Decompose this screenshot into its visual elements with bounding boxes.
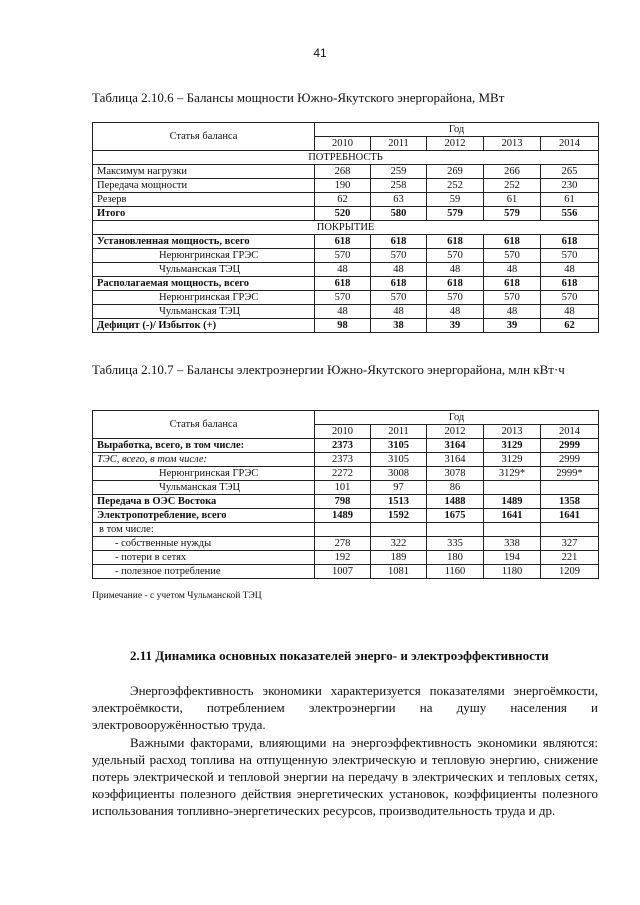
value-cell: 192	[315, 551, 371, 565]
value-cell	[484, 523, 541, 537]
value-cell: 618	[541, 277, 599, 291]
value-cell: 48	[371, 263, 427, 277]
value-cell: 86	[427, 481, 484, 495]
row-label: Выработка, всего, в том числе:	[93, 439, 315, 453]
header-year-cell: 2012	[427, 425, 484, 439]
table-row	[93, 179, 599, 193]
table-row	[93, 249, 599, 263]
table-row	[93, 495, 599, 509]
value-cell: 1641	[484, 509, 541, 523]
value-cell: 1081	[371, 565, 427, 579]
row-label: Передача в ОЭС Востока	[93, 495, 315, 509]
value-cell: 618	[315, 235, 371, 249]
value-cell: 2272	[315, 467, 371, 481]
value-cell: 579	[427, 207, 484, 221]
row-label: Чульманская ТЭЦ	[93, 481, 315, 495]
value-cell: 101	[315, 481, 371, 495]
table2-body	[93, 439, 599, 579]
row-label: - полезное потребление	[93, 565, 315, 579]
value-cell: 258	[371, 179, 427, 193]
header-year-cell: 2014	[541, 425, 599, 439]
page-number: 41	[313, 46, 327, 60]
header-year-cell: 2010	[315, 425, 371, 439]
value-cell	[315, 523, 371, 537]
table-row	[93, 523, 599, 537]
value-cell: 1489	[315, 509, 371, 523]
table-row	[93, 439, 599, 453]
table-row	[93, 277, 599, 291]
header-year-cell: 2012	[427, 137, 484, 151]
value-cell: 252	[427, 179, 484, 193]
section-label: ПОКРЫТИЕ	[93, 221, 599, 235]
energy-balance-table	[92, 410, 599, 579]
value-cell: 570	[315, 291, 371, 305]
value-cell: 259	[371, 165, 427, 179]
value-cell: 62	[541, 319, 599, 333]
value-cell: 2373	[315, 453, 371, 467]
table1-body	[93, 151, 599, 333]
value-cell: 3105	[371, 453, 427, 467]
value-cell: 1513	[371, 495, 427, 509]
value-cell: 48	[371, 305, 427, 319]
value-cell: 266	[484, 165, 541, 179]
table-row	[93, 551, 599, 565]
value-cell: 48	[427, 263, 484, 277]
value-cell: 322	[371, 537, 427, 551]
value-cell	[541, 523, 599, 537]
value-cell: 2373	[315, 439, 371, 453]
table-row	[93, 291, 599, 305]
table-row	[93, 221, 599, 235]
section-label: ПОТРЕБНОСТЬ	[93, 151, 599, 165]
table-row	[93, 453, 599, 467]
value-cell: 61	[541, 193, 599, 207]
value-cell: 2999	[541, 439, 599, 453]
value-cell: 3129*	[484, 467, 541, 481]
value-cell: 338	[484, 537, 541, 551]
value-cell: 798	[315, 495, 371, 509]
table1-caption: Таблица 2.10.6 – Балансы мощности Южно-Якутского энергорайона, МВт	[92, 90, 505, 105]
value-cell: 1488	[427, 495, 484, 509]
value-cell: 327	[541, 537, 599, 551]
value-cell: 618	[315, 277, 371, 291]
value-cell: 252	[484, 179, 541, 193]
value-cell: 265	[541, 165, 599, 179]
value-cell: 62	[315, 193, 371, 207]
value-cell: 97	[371, 481, 427, 495]
value-cell: 38	[371, 319, 427, 333]
table-row	[93, 537, 599, 551]
value-cell: 618	[541, 235, 599, 249]
header-year-cell: 2011	[371, 425, 427, 439]
value-cell: 221	[541, 551, 599, 565]
row-label: Установленная мощность, всего	[93, 235, 315, 249]
value-cell: 580	[371, 207, 427, 221]
value-cell: 278	[315, 537, 371, 551]
value-cell: 48	[484, 305, 541, 319]
value-cell: 39	[427, 319, 484, 333]
value-cell: 570	[484, 249, 541, 263]
value-cell: 1641	[541, 509, 599, 523]
header-item: Статья баланса	[93, 123, 315, 151]
value-cell: 194	[484, 551, 541, 565]
row-label: - собственные нужды	[93, 537, 315, 551]
table-row	[93, 165, 599, 179]
value-cell: 269	[427, 165, 484, 179]
value-cell: 61	[484, 193, 541, 207]
value-cell: 618	[371, 235, 427, 249]
row-label: Нерюнгринская ГРЭС	[93, 291, 315, 305]
value-cell	[371, 523, 427, 537]
value-cell: 618	[484, 277, 541, 291]
header-year-cell: 2010	[315, 137, 371, 151]
value-cell: 190	[315, 179, 371, 193]
value-cell: 570	[427, 291, 484, 305]
value-cell: 59	[427, 193, 484, 207]
paragraph: Важными факторами, влияющими на энергоэффективность экономики являются: удельный расход топлива на отпущенную электрическую и тепловую энергию, снижение потерь электрической и тепловой энергии на передачу в электрических и тепловых сетях, коэффициенты полезного действия энергетических установок, коэффициенты полезного использования топливно-энергетических ресурсов, производительность труда и др.	[92, 735, 598, 818]
row-label: ТЭС, всего, в том числе:	[93, 453, 315, 467]
value-cell: 180	[427, 551, 484, 565]
table-row	[93, 305, 599, 319]
header-year-cell: 2013	[484, 425, 541, 439]
value-cell: 618	[427, 235, 484, 249]
value-cell: 570	[427, 249, 484, 263]
table-row	[93, 235, 599, 249]
value-cell: 48	[427, 305, 484, 319]
value-cell: 1007	[315, 565, 371, 579]
value-cell: 3164	[427, 453, 484, 467]
value-cell: 189	[371, 551, 427, 565]
value-cell: 230	[541, 179, 599, 193]
table-row	[93, 193, 599, 207]
header-year-cell: 2011	[371, 137, 427, 151]
value-cell: 39	[484, 319, 541, 333]
row-label: Резерв	[93, 193, 315, 207]
value-cell: 579	[484, 207, 541, 221]
value-cell: 570	[541, 249, 599, 263]
value-cell: 618	[484, 235, 541, 249]
header-year: Год	[315, 123, 599, 137]
table-row	[93, 319, 599, 333]
value-cell: 48	[541, 305, 599, 319]
row-label: Передача мощности	[93, 179, 315, 193]
value-cell: 520	[315, 207, 371, 221]
header-year-cell: 2014	[541, 137, 599, 151]
table2-caption: Таблица 2.10.7 – Балансы электроэнергии Южно-Якутского энергорайона, млн кВт·ч	[92, 362, 565, 377]
table-row	[93, 207, 599, 221]
value-cell: 1675	[427, 509, 484, 523]
value-cell: 3078	[427, 467, 484, 481]
row-label: - потери в сетях	[93, 551, 315, 565]
row-label: Дефицит (-)/ Избыток (+)	[93, 319, 315, 333]
value-cell: 3105	[371, 439, 427, 453]
value-cell: 1160	[427, 565, 484, 579]
row-label: Электропотребление, всего	[93, 509, 315, 523]
table2-note: Примечание - с учетом Чульманской ТЭЦ	[92, 591, 262, 601]
value-cell: 3008	[371, 467, 427, 481]
row-label: Располагаемая мощность, всего	[93, 277, 315, 291]
row-label: Чульманская ТЭЦ	[93, 305, 315, 319]
value-cell	[427, 523, 484, 537]
value-cell: 335	[427, 537, 484, 551]
header-year: Год	[315, 411, 599, 425]
row-label: Итого	[93, 207, 315, 221]
table-row	[93, 509, 599, 523]
value-cell: 1180	[484, 565, 541, 579]
table-row	[93, 481, 599, 495]
value-cell: 48	[484, 263, 541, 277]
value-cell: 570	[541, 291, 599, 305]
row-label: Нерюнгринская ГРЭС	[93, 467, 315, 481]
row-label: Чульманская ТЭЦ	[93, 263, 315, 277]
value-cell	[541, 481, 599, 495]
table-row	[93, 467, 599, 481]
table-row	[93, 565, 599, 579]
value-cell: 48	[315, 305, 371, 319]
value-cell: 570	[315, 249, 371, 263]
value-cell: 268	[315, 165, 371, 179]
value-cell: 2999*	[541, 467, 599, 481]
value-cell: 3164	[427, 439, 484, 453]
value-cell: 1489	[484, 495, 541, 509]
value-cell	[484, 481, 541, 495]
value-cell: 1358	[541, 495, 599, 509]
section-heading: 2.11 Динамика основных показателей энерго- и электроэффективности	[130, 648, 549, 663]
header-year-cell: 2013	[484, 137, 541, 151]
value-cell: 48	[315, 263, 371, 277]
value-cell: 1592	[371, 509, 427, 523]
value-cell: 48	[541, 263, 599, 277]
row-label: Нерюнгринская ГРЭС	[93, 249, 315, 263]
value-cell: 618	[371, 277, 427, 291]
value-cell: 570	[484, 291, 541, 305]
value-cell: 570	[371, 249, 427, 263]
value-cell: 618	[427, 277, 484, 291]
value-cell: 3129	[484, 453, 541, 467]
value-cell: 98	[315, 319, 371, 333]
table-row	[93, 263, 599, 277]
header-item: Статья баланса	[93, 411, 315, 439]
value-cell: 556	[541, 207, 599, 221]
value-cell: 570	[371, 291, 427, 305]
value-cell: 3129	[484, 439, 541, 453]
row-label: в том числе:	[93, 523, 315, 537]
power-balance-table	[92, 122, 599, 333]
row-label: Максимум нагрузки	[93, 165, 315, 179]
value-cell: 1209	[541, 565, 599, 579]
value-cell: 2999	[541, 453, 599, 467]
table-row	[93, 151, 599, 165]
paragraph: Энергоэффективность экономики характеризуется показателями энергоёмкости, электроёмкости, потреблением электроэнергии на душу населения и электровооружённостью труда.	[92, 683, 598, 732]
value-cell: 63	[371, 193, 427, 207]
